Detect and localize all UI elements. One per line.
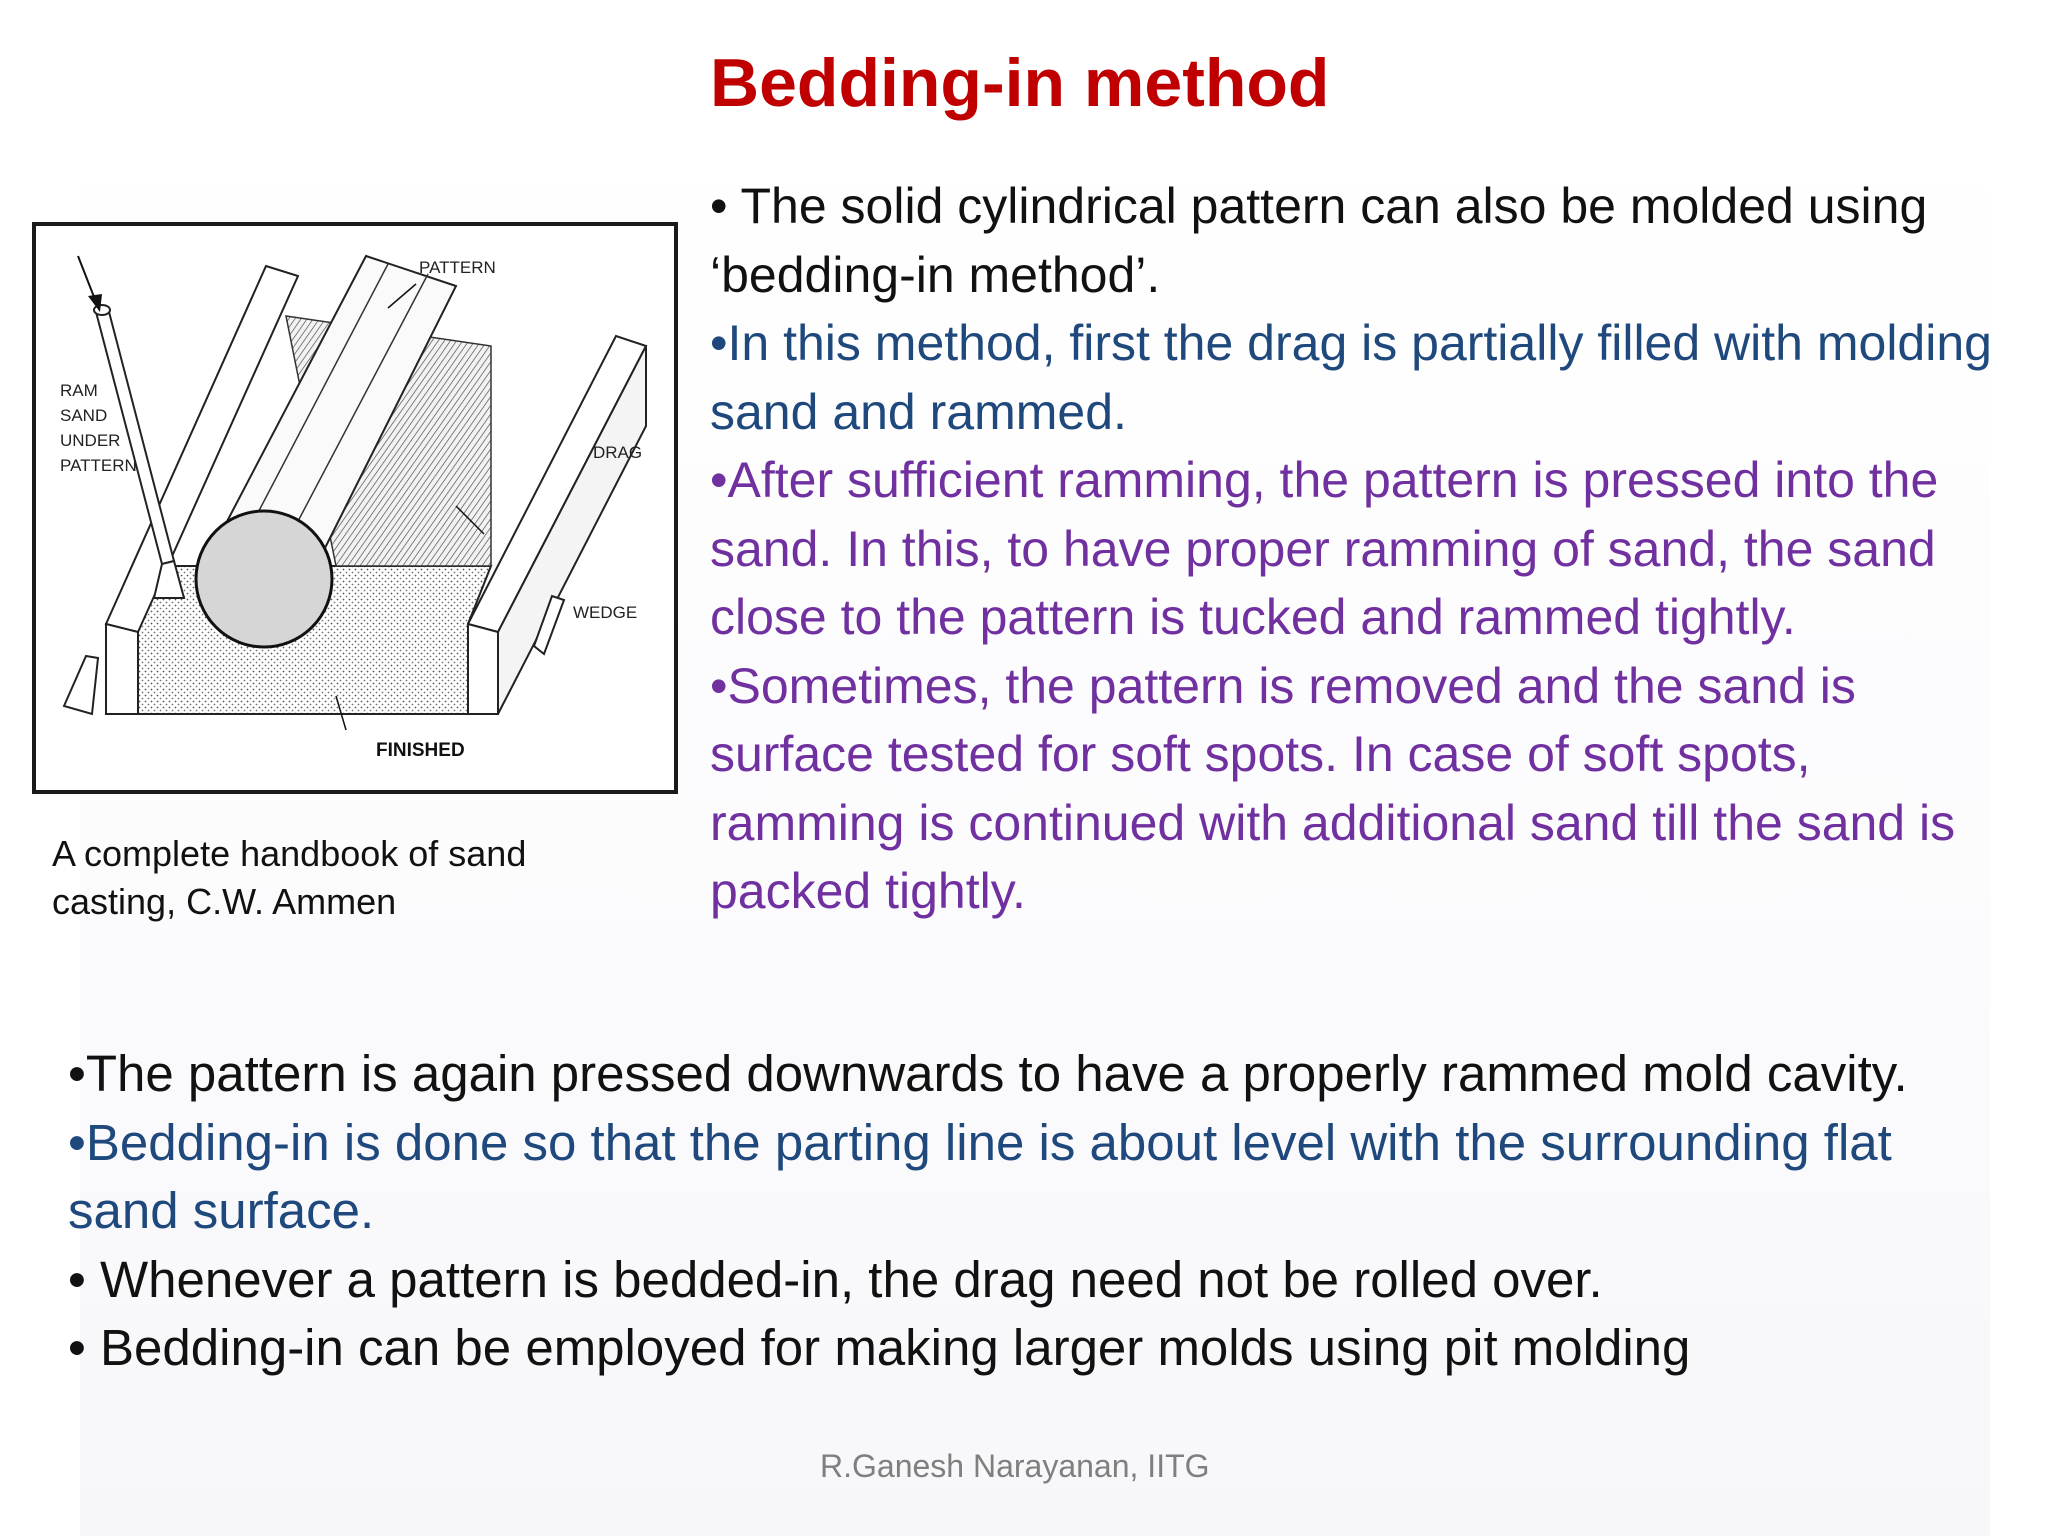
- bullet-text: •In this method, first the drag is partially filled with molding sand and rammed.: [710, 315, 1992, 440]
- label-ram-4: PATTERN: [60, 456, 137, 475]
- label-pattern: PATTERN: [419, 258, 496, 277]
- label-drag: DRAG: [593, 443, 643, 462]
- label-ram-3: UNDER: [60, 431, 121, 450]
- label-ram-2: SAND: [60, 406, 108, 425]
- label-wedge: WEDGE: [573, 603, 638, 622]
- label-ram-1: RAM: [60, 381, 98, 400]
- footer-credit: R.Ganesh Narayanan, IITG: [820, 1448, 1210, 1484]
- bullet-text: • Whenever a pattern is bedded-in, the drag need not be rolled over.: [68, 1250, 1603, 1308]
- label-finished: FINISHED: [376, 740, 465, 761]
- figure-caption: A complete handbook of sand casting, C.W. Ammen: [52, 833, 527, 922]
- bullet-text: •The pattern is again pressed downwards to have a properly rammed mold cavity.: [68, 1045, 1908, 1102]
- bottom-bullet-list: [68, 1040, 1988, 1383]
- bullet-text: •After sufficient ramming, the pattern is pressed into the sand. In this, to have proper ramming of sand, the sand close to the pattern is tucked and rammed tightly.: [710, 452, 1939, 645]
- bullet-text: • Bedding-in can be employed for making larger molds using pit molding: [68, 1319, 1691, 1376]
- bullet-text: •Bedding-in is done so that the parting line is about level with the surrounding flat sand surface.: [68, 1113, 1892, 1239]
- bullet-text: •Sometimes, the pattern is removed and the sand is surface tested for soft spots. In case of soft spots, ramming is continued with additional sand till the sand is packed tightly.: [710, 657, 1956, 919]
- right-bullet-list: [710, 172, 2010, 926]
- slide-title: Bedding-in method: [710, 45, 1330, 121]
- bullet-text: • The solid cylindrical pattern can also be molded using ‘bedding-in method’.: [710, 178, 1928, 303]
- bedding-in-diagram-icon: [32, 222, 678, 794]
